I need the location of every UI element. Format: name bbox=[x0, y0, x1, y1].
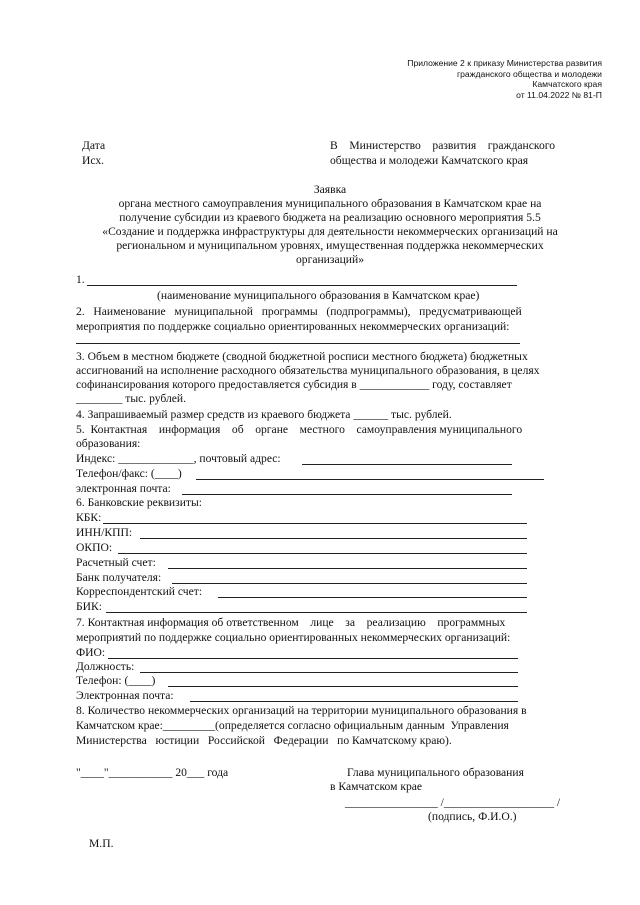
date-label: Дата bbox=[82, 139, 106, 152]
stamp-label: М.П. bbox=[89, 837, 114, 850]
item-8-line-1: 8. Количество некоммерческих организаций на территории муниципального образования в bbox=[76, 704, 527, 717]
item-5-line-2: образования: bbox=[76, 437, 141, 450]
title-line: органа местного самоуправления муниципального образования в Камчатском крае на bbox=[118, 197, 542, 210]
bank-field-label: Банк получателя: bbox=[76, 571, 162, 584]
title-line: «Создание и поддержка инфраструктуры для деятельности некоммерческих организаций на bbox=[102, 225, 558, 238]
appendix-line: Приложение 2 к приказу Министерства развития bbox=[407, 58, 602, 68]
title-heading: Заявка bbox=[313, 183, 347, 196]
item-6: 6. Банковские реквизиты: bbox=[76, 496, 202, 509]
outgoing-label: Исх. bbox=[82, 154, 105, 167]
bank-field-label: ИНН/КПП: bbox=[76, 526, 133, 539]
contact-field-blank[interactable] bbox=[140, 662, 518, 673]
bank-field-label: БИК: bbox=[76, 600, 102, 613]
email-label: электронная почта: bbox=[76, 482, 171, 495]
bank-field-blank[interactable] bbox=[140, 528, 527, 539]
item-2-line-2: мероприятия по поддержке социально ориентированных некоммерческих организаций: bbox=[76, 320, 510, 333]
title-line: получение субсидии из краевого бюджета на реализацию основного мероприятия 5.5 bbox=[119, 211, 541, 224]
document-title bbox=[60, 183, 600, 267]
appendix-line: Камчатского края bbox=[532, 79, 602, 89]
address-blank[interactable] bbox=[302, 454, 512, 465]
appendix-line: от 11.04.2022 № 81-П bbox=[516, 89, 602, 100]
item-7-line-2: мероприятий по поддержке социально ориентированных некоммерческих организаций: bbox=[76, 631, 511, 644]
email-blank[interactable] bbox=[182, 484, 512, 495]
bank-field-label: Расчетный счет: bbox=[76, 556, 156, 569]
item-8-line-3: Министерства юстиции Российской Федерации по Камчатскому краю). bbox=[76, 734, 452, 747]
sign-blanks: ________________ /___________________ / bbox=[345, 796, 561, 809]
sign-caption: (подпись, Ф.И.О.) bbox=[428, 810, 517, 823]
title-line: организаций» bbox=[295, 253, 365, 266]
item-5-line-1: 5. Контактная информация об органе местного самоуправления муниципального bbox=[76, 423, 523, 436]
bank-field-blank[interactable] bbox=[118, 543, 527, 554]
appendix-header bbox=[407, 58, 602, 100]
bank-field-blank[interactable] bbox=[106, 602, 527, 613]
title-line: региональном и муниципальном уровнях, имущественная поддержка некоммерческих bbox=[116, 239, 544, 252]
contact-field-label: Телефон: (____) bbox=[76, 674, 156, 687]
phone-fax-blank[interactable] bbox=[196, 469, 544, 480]
index-label: Индекс: _____________, почтовый адрес: bbox=[76, 452, 281, 465]
contact-field-label: Должность: bbox=[76, 660, 135, 673]
bank-field-blank[interactable] bbox=[103, 513, 527, 524]
item-8-line-2: Камчатском крае:_________(определяется согласно официальным данным Управления bbox=[76, 719, 509, 732]
item-3-line-1: 3. Объем в местном бюджете (сводной бюджетной росписи местного бюджета) бюджетных bbox=[76, 350, 528, 363]
item-1-caption: (наименование муниципального образования в Камчатском крае) bbox=[157, 289, 480, 302]
contact-field-label: ФИО: bbox=[76, 646, 106, 659]
contact-field-label: Электронная почта: bbox=[76, 689, 174, 702]
item-1-number: 1. bbox=[76, 273, 85, 286]
bank-field-blank[interactable] bbox=[168, 558, 527, 569]
contact-field-blank[interactable] bbox=[190, 691, 518, 702]
item-4: 4. Запрашиваемый размер средств из краевого бюджета ______ тыс. рублей. bbox=[76, 408, 452, 421]
bank-field-blank[interactable] bbox=[172, 573, 527, 584]
date-blank: "____"___________ 20___ года bbox=[76, 766, 229, 779]
head-title-line-1: Глава муниципального образования bbox=[347, 766, 524, 779]
item-1-blank[interactable] bbox=[87, 275, 517, 286]
bank-field-label: Корреспондентский счет: bbox=[76, 585, 203, 598]
item-3-line-4: ________ тыс. рублей. bbox=[76, 392, 187, 405]
item-7-line-1: 7. Контактная информация об ответственном лице за реализацию программных bbox=[76, 616, 506, 629]
item-3-line-3: софинансирования которого предоставляется субсидия в ____________ году, составляет bbox=[76, 378, 512, 391]
head-title-line-2: в Камчатском крае bbox=[330, 780, 423, 793]
bank-field-blank[interactable] bbox=[218, 587, 527, 598]
addressee-line-2: общества и молодежи Камчатского края bbox=[330, 154, 529, 167]
item-3-line-2: ассигнований на исполнение расходного обязательства муниципального образования, в целях bbox=[76, 364, 540, 377]
bank-field-label: КБК: bbox=[76, 511, 102, 524]
item-2-blank[interactable] bbox=[76, 333, 520, 344]
contact-field-blank[interactable] bbox=[168, 676, 518, 687]
appendix-line: гражданского общества и молодежи bbox=[457, 68, 602, 79]
item-2-line-1: 2. Наименование муниципальной программы (подпрограммы), предусматривающей bbox=[76, 305, 522, 318]
contact-field-blank[interactable] bbox=[108, 648, 518, 659]
addressee-line-1: В Министерство развития гражданского bbox=[330, 139, 556, 152]
phone-fax-label: Телефон/факс: (____) bbox=[76, 467, 182, 480]
bank-field-label: ОКПО: bbox=[76, 541, 113, 554]
